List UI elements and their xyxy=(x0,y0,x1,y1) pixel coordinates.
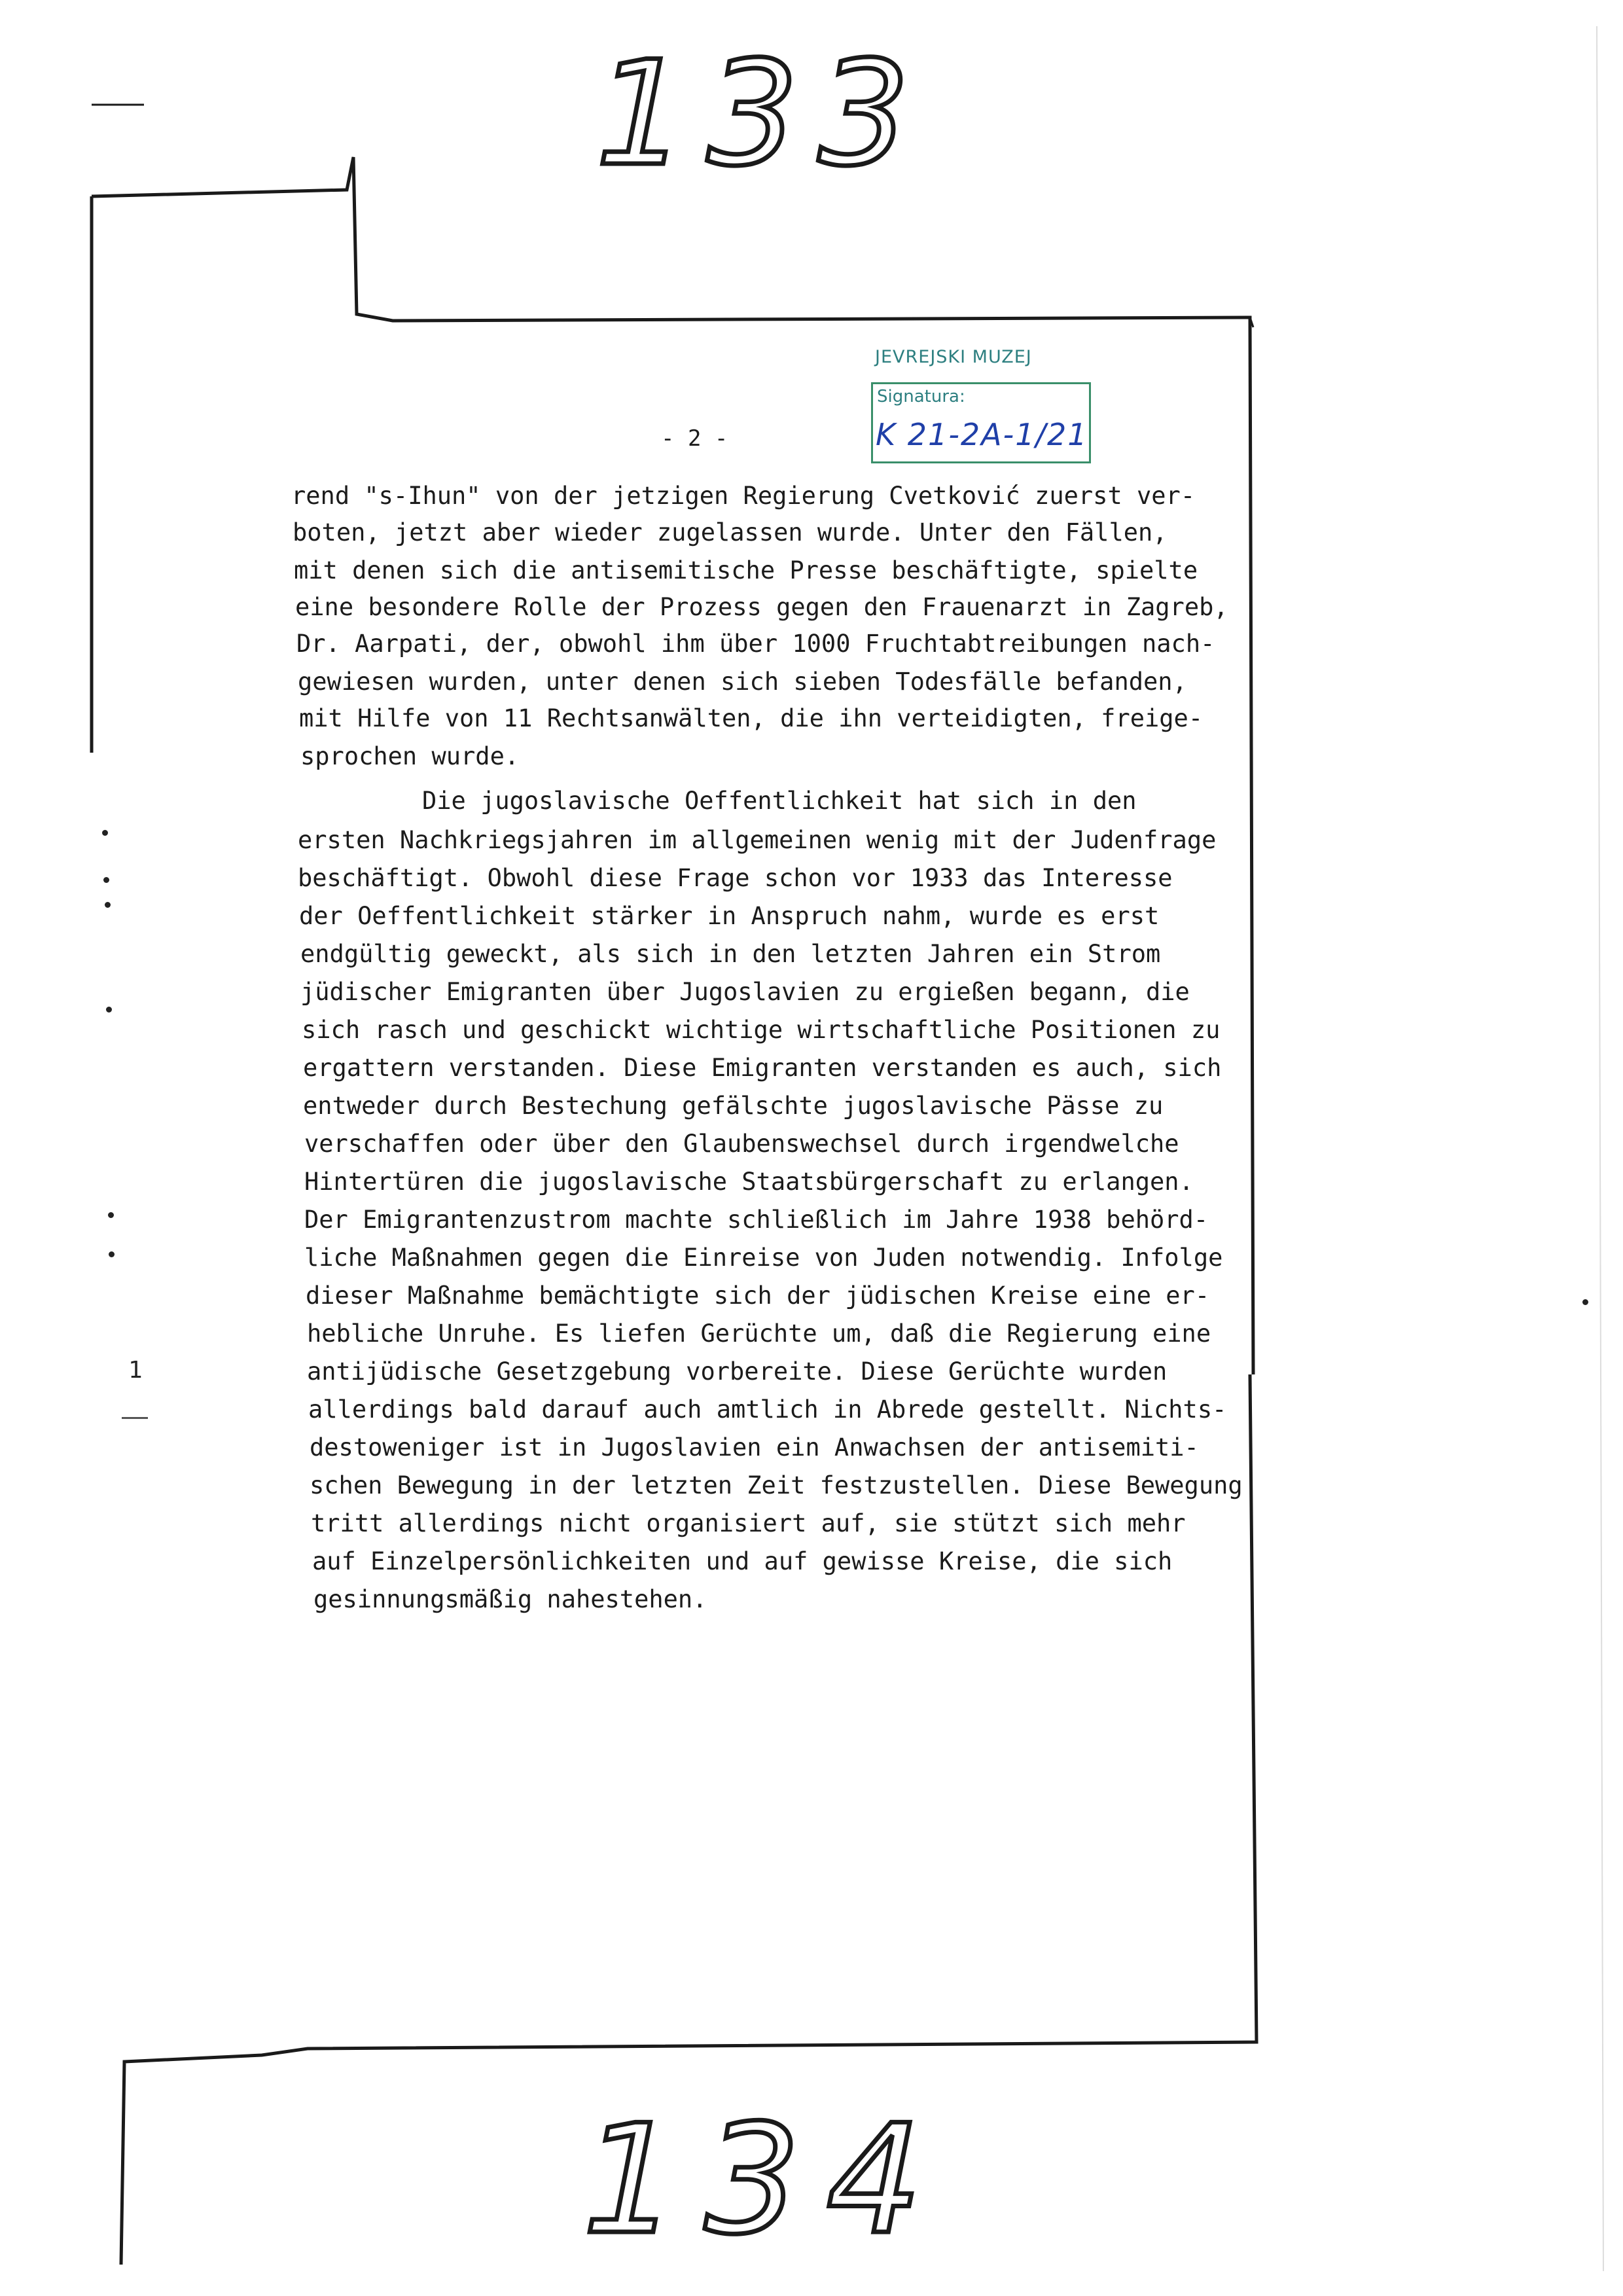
stamp-label: Signatura: xyxy=(877,387,965,406)
stamp-signature: K 21-2A-1/21 xyxy=(876,417,1088,452)
text-line: Die jugoslavische Oeffentlichkeit hat sich in den xyxy=(422,787,1137,815)
text-line: endgültig geweckt, als sich in den letzten Jahren ein Strom xyxy=(300,940,1161,968)
margin-dash xyxy=(122,1417,148,1419)
text-line: der Oeffentlichkeit stärker in Anspruch nahm, wurde es erst xyxy=(299,902,1160,930)
stamp-institution: JEVREJSKI MUZEJ xyxy=(875,347,1032,367)
margin-dot xyxy=(108,1212,114,1218)
text-line: liche Maßnahmen gegen die Einreise von Juden notwendig. Infolge xyxy=(304,1244,1223,1272)
margin-dot xyxy=(106,1007,112,1013)
handwritten-page-number-bottom xyxy=(576,2075,1008,2271)
margin-dot xyxy=(1582,1299,1588,1305)
text-line: beschäftigt. Obwohl diese Frage schon vor 1933 das Interesse xyxy=(298,864,1173,892)
text-line: tritt allerdings nicht organisiert auf, sie stützt sich mehr xyxy=(311,1509,1186,1537)
text-line: antijüdische Gesetzgebung vorbereite. Diese Gerüchte wurden xyxy=(307,1357,1168,1386)
text-line: schen Bewegung in der letzten Zeit festzustellen. Diese Bewegung xyxy=(310,1471,1243,1499)
text-line: verschaffen oder über den Glaubenswechsel durch irgendwelche xyxy=(304,1130,1179,1158)
text-line: allerdings bald darauf auch amtlich in Abrede gestellt. Nichts- xyxy=(308,1395,1227,1424)
text-line: Hintertüren die jugoslavische Staatsbürgerschaft zu erlangen. xyxy=(304,1168,1194,1196)
text-line: mit Hilfe von 11 Rechtsanwälten, die ihn verteidigten, freige- xyxy=(299,704,1204,732)
text-line: dieser Maßnahme bemächtigte sich der jüdischen Kreise eine er- xyxy=(306,1282,1210,1310)
text-line: auf Einzelpersönlichkeiten und auf gewisse Kreise, die sich xyxy=(312,1547,1173,1575)
svg-text:134: 134 xyxy=(582,2093,948,2268)
text-line: hebliche Unruhe. Es liefen Gerüchte um, daß die Regierung eine xyxy=(307,1319,1211,1348)
text-line: entweder durch Bestechung gefälschte jugoslavische Pässe zu xyxy=(303,1092,1164,1120)
text-line: gesinnungsmäßig nahestehen. xyxy=(313,1585,707,1613)
text-line: rend "s-Ihun" von der jetzigen Regierung Cvetković zuerst ver- xyxy=(291,482,1196,510)
handwritten-page-number-top xyxy=(589,26,995,196)
text-line: eine besondere Rolle der Prozess gegen den Frauenarzt in Zagreb, xyxy=(295,593,1228,621)
margin-dot xyxy=(103,877,109,883)
svg-text:133: 133 xyxy=(596,30,929,196)
text-line: gewiesen wurden, unter denen sich sieben Todesfälle befanden, xyxy=(298,668,1187,696)
text-line: mit denen sich die antisemitische Presse beschäftigte, spielte xyxy=(294,556,1198,584)
margin-mark: 1 xyxy=(128,1357,143,1384)
museum-stamp xyxy=(867,342,1099,463)
stamp-box xyxy=(871,382,1091,463)
text-line: Dr. Aarpati, der, obwohl ihm über 1000 Fruchtabtreibungen nach- xyxy=(296,630,1215,658)
text-line: ergattern verstanden. Diese Emigranten verstanden es auch, sich xyxy=(303,1054,1222,1082)
text-line: boten, jetzt aber wieder zugelassen wurde. Unter den Fällen, xyxy=(293,518,1168,547)
text-line: Der Emigrantenzustrom machte schließlich im Jahre 1938 behörd- xyxy=(304,1206,1209,1234)
margin-dot xyxy=(105,902,111,908)
page-label: - 2 - xyxy=(661,425,728,452)
margin-dot xyxy=(109,1251,115,1257)
text-line: sich rasch und geschickt wichtige wirtschaftliche Positionen zu xyxy=(302,1016,1221,1044)
margin-dot xyxy=(102,830,108,836)
text-line: destoweniger ist in Jugoslavien ein Anwachsen der antisemiti- xyxy=(310,1433,1199,1462)
text-line: sprochen wurde. xyxy=(300,742,520,770)
text-line: jüdischer Emigranten über Jugoslavien zu ergießen begann, die xyxy=(300,978,1190,1006)
text-line: ersten Nachkriegsjahren im allgemeinen wenig mit der Judenfrage xyxy=(298,826,1217,854)
